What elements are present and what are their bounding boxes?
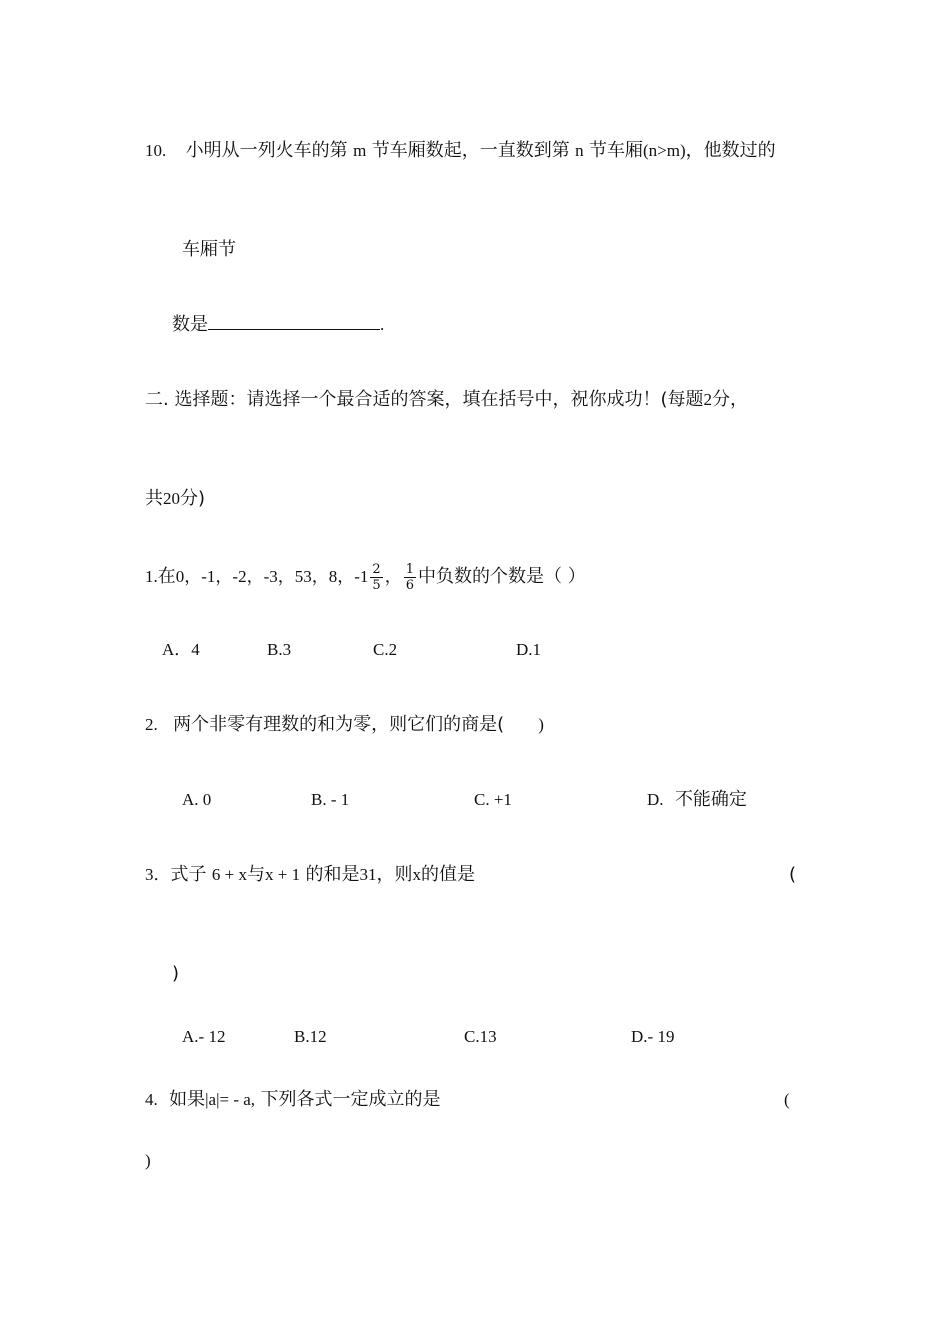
q1-option-b[interactable]: B.3 [267,640,292,659]
expression: x + 1 [265,865,301,884]
points-value: 2 [703,390,712,409]
q2-option-c[interactable]: C. +1 [474,790,512,809]
section-heading-text: 分， [711,389,748,410]
period: . [380,315,385,334]
question-10-line3 [172,314,384,336]
q3-option-b[interactable]: B.12 [294,1027,327,1046]
section-heading-text: 二. 选择题：请选择一个最合适的答案，填在括号中，祝你成功！(每题 [145,389,704,410]
question-text: 与 [247,864,265,885]
question-text: 两个非零有理数的和为零，则它们的商是( [173,714,505,735]
question-text: 小明从一列火车的第 [185,140,348,161]
fraction-denominator: 6 [405,578,414,593]
question-text: 如果 [169,1089,206,1110]
section-heading-text: 共 [145,488,163,509]
q3-open-paren: ( [789,864,797,885]
question-text: 的值是 [421,864,475,885]
q4-open-paren: ( [784,1090,790,1109]
question-3 [145,864,475,886]
q3-option-c[interactable]: C.13 [464,1027,497,1046]
number-list: 0，-1，-2，-3，53，8，-1 [175,567,369,586]
question-text: 的和是 [305,864,360,885]
fraction-numerator: 1 [405,562,414,577]
question-number: 10. [145,141,167,160]
variable-n: n [575,141,584,160]
expression: 6 + x [211,865,247,884]
q1-option-c[interactable]: C.2 [373,640,398,659]
question-text: 节车厢数起，一直数到第 [371,140,570,161]
question-text: ，则 [376,864,413,885]
fraction [370,562,382,593]
fraction-denominator: 5 [372,578,381,593]
q3-close-paren: ) [172,963,180,984]
question-2 [145,714,544,736]
question-number: 1. [145,567,158,586]
question-10-line1 [145,140,776,162]
question-number: 2. [145,715,158,734]
option-letter: D. [647,790,664,809]
question-text: 节车厢 [589,140,644,161]
question-text: 在 [157,566,176,587]
condition: (n>m) [643,141,686,160]
q2-option-d[interactable] [647,789,747,811]
question-1 [145,562,586,593]
question-number: 4. [145,1090,158,1109]
q2-option-b[interactable]: B. - 1 [311,790,350,809]
answer-blank[interactable] [208,315,380,330]
question-text: 数是 [172,314,208,335]
comma: ， [384,567,402,586]
sum-value: 31 [359,865,377,884]
question-4 [145,1089,440,1111]
fraction-numerator: 2 [372,562,381,577]
q3-option-a[interactable]: A.- 12 [182,1027,226,1046]
variable-x: x [412,865,421,884]
fraction [404,562,416,593]
question-text: 中负数的个数是（ ） [417,566,586,587]
section-heading-text: 分) [180,488,206,509]
q2-option-a[interactable]: A. 0 [182,790,212,809]
question-text: 下列各式一定成立的是 [260,1089,441,1110]
question-text: ，他数过的 [685,140,776,161]
question-10-line2: 车厢节 [182,239,236,260]
section-2-heading [145,389,748,411]
close-paren: ) [538,715,544,734]
question-number: 3． [145,865,171,884]
section-2-heading-line2 [145,488,205,510]
q4-close-paren: ) [145,1151,151,1170]
variable-m: m [353,141,367,160]
q3-option-d[interactable]: D.- 19 [631,1027,675,1046]
expression: |a|= - a, [205,1090,256,1109]
question-text: 式子 [170,864,207,885]
q1-option-a[interactable]: A．4 [162,640,200,659]
option-text: 不能确定 [674,789,747,810]
q1-option-d[interactable]: D.1 [516,640,542,659]
total-points: 20 [163,489,180,508]
